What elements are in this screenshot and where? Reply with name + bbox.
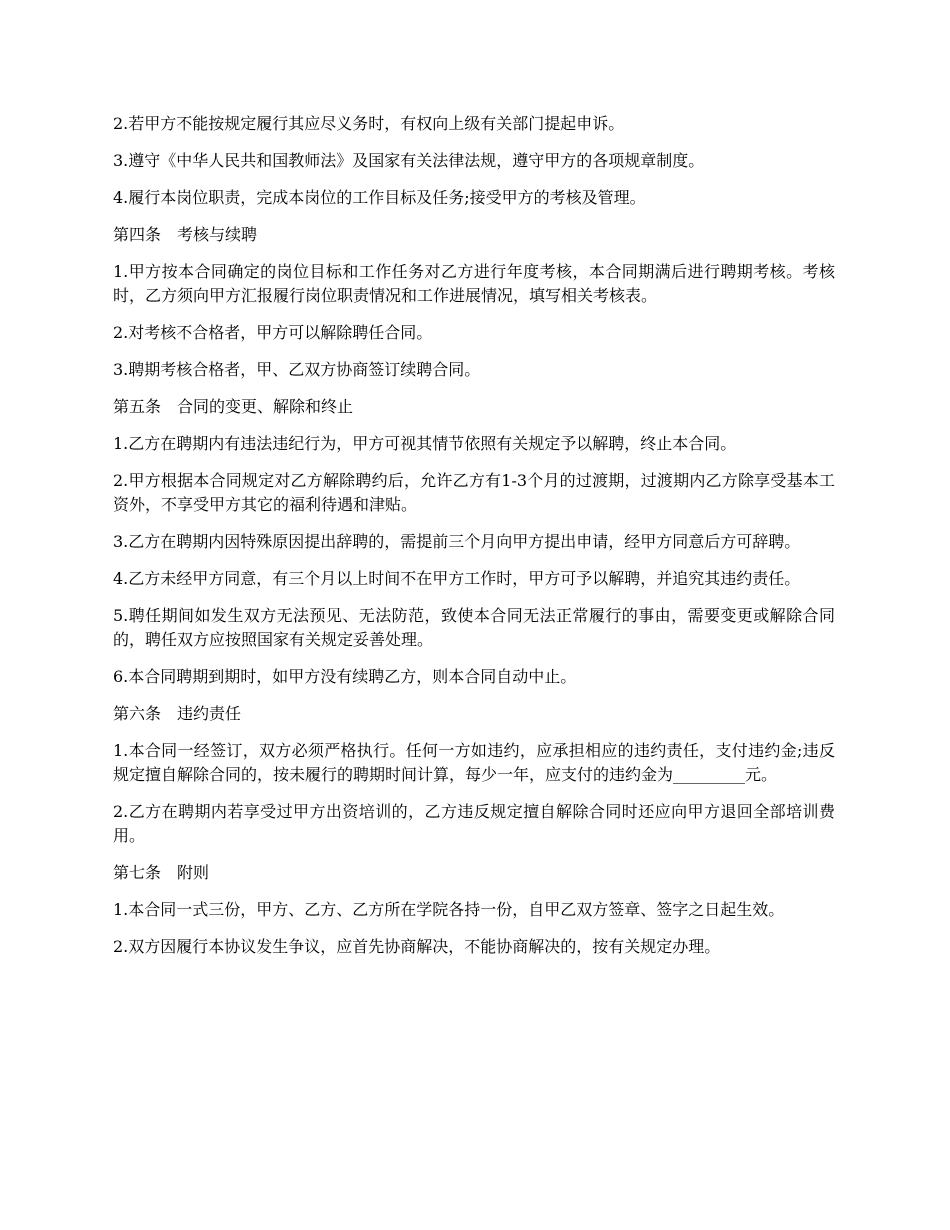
paragraph: 3.乙方在聘期内因特殊原因提出辞聘的，需提前三个月向甲方提出申请，经甲方同意后方可辞聘。	[113, 532, 801, 551]
section-heading: 第四条 考核与续聘	[113, 225, 258, 244]
paragraph: 6.本合同聘期到期时，如甲方没有续聘乙方，则本合同自动中止。	[113, 667, 577, 686]
paragraph: 3.遵守《中华人民共和国教师法》及国家有关法律法规，遵守甲方的各项规章制度。	[113, 151, 705, 170]
paragraph: 1.本合同一经签订，双方必须严格执行。任何一方如违约，应承担相应的违约责任，支付违约金;违反规定擅自解除合同的，按未履行的聘期时间计算，每少一年，应支付的违约金为_________元。	[113, 741, 835, 784]
paragraph: 4.乙方未经甲方同意，有三个月以上时间不在甲方工作时，甲方可予以解聘，并追究其违约责任。	[113, 569, 801, 588]
paragraph: 2.甲方根据本合同规定对乙方解除聘约后，允许乙方有1-3个月的过渡期，过渡期内乙方除享受基本工资外，不享受甲方其它的福利待遇和津贴。	[113, 471, 835, 514]
paragraph: 1.本合同一式三份，甲方、乙方、乙方所在学院各持一份，自甲乙双方签章、签字之日起生效。	[113, 900, 785, 919]
paragraph: 2.双方因履行本协议发生争议，应首先协商解决，不能协商解决的，按有关规定办理。	[113, 937, 721, 956]
paragraph: 2.若甲方不能按规定履行其应尽义务时，有权向上级有关部门提起申诉。	[113, 114, 625, 133]
paragraph: 1.甲方按本合同确定的岗位目标和工作任务对乙方进行年度考核，本合同期满后进行聘期考核。考核时，乙方须向甲方汇报履行岗位职责情况和工作进展情况，填写相关考核表。	[113, 262, 835, 305]
document-page	[113, 112, 835, 972]
paragraph: 2.对考核不合格者，甲方可以解除聘任合同。	[113, 323, 433, 342]
section-heading: 第六条 违约责任	[113, 704, 242, 723]
section-heading: 第五条 合同的变更、解除和终止	[113, 397, 354, 416]
section-heading: 第七条 附则	[113, 863, 210, 882]
paragraph: 4.履行本岗位职责，完成本岗位的工作目标及任务;接受甲方的考核及管理。	[113, 188, 646, 207]
paragraph: 1.乙方在聘期内有违法违纪行为，甲方可视其情节依照有关规定予以解聘，终止本合同。	[113, 434, 737, 453]
paragraph: 5.聘任期间如发生双方无法预见、无法防范，致使本合同无法正常履行的事由，需要变更或解除合同的，聘任双方应按照国家有关规定妥善处理。	[113, 606, 835, 649]
paragraph: 2.乙方在聘期内若享受过甲方出资培训的，乙方违反规定擅自解除合同时还应向甲方退回全部培训费用。	[113, 802, 835, 845]
paragraph: 3.聘期考核合格者，甲、乙双方协商签订续聘合同。	[113, 360, 481, 379]
